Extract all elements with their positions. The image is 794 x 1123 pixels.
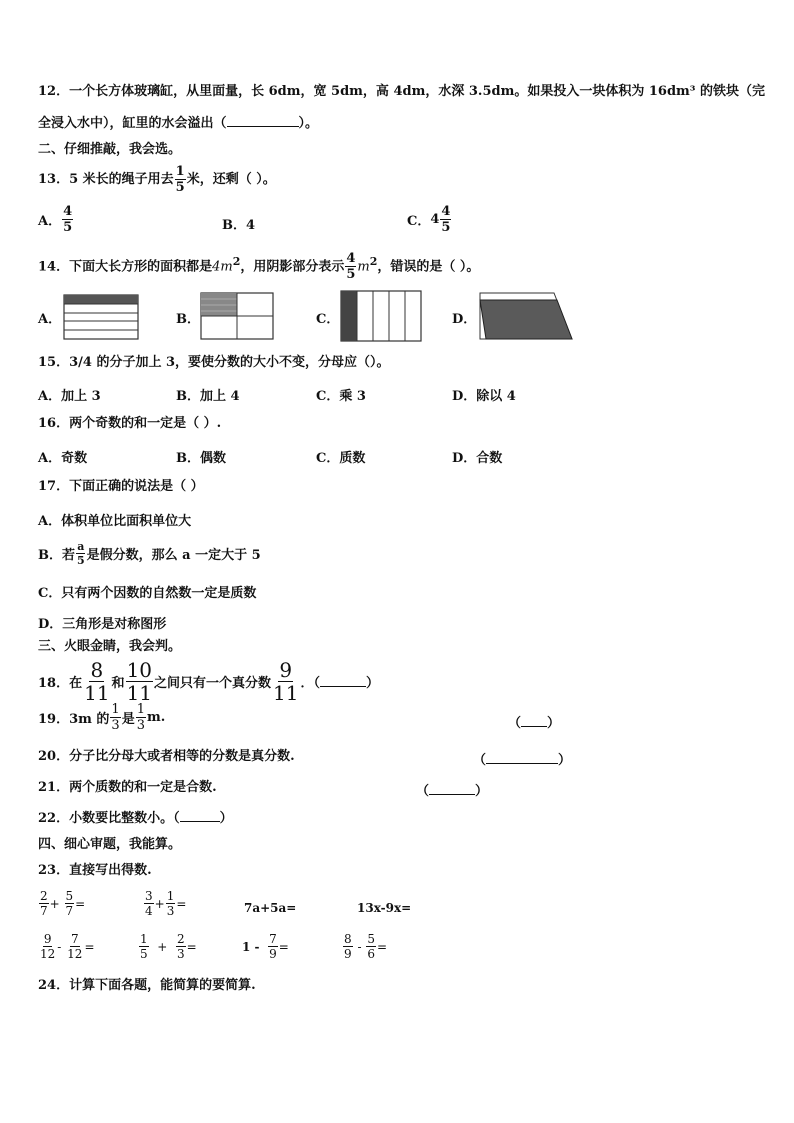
q13-fraction: [175, 165, 186, 194]
q18-fraction-1: [83, 660, 110, 703]
q23-expr-4: 13x-9x=: [357, 901, 412, 915]
q13-option-a-fraction: [62, 205, 73, 234]
q23-e6-op: +: [157, 939, 168, 954]
q23-e5-n2: 7: [70, 932, 79, 946]
q21-answer-blank[interactable]: [429, 784, 475, 795]
q22-stem: [38, 811, 233, 827]
q14-figure-c: [340, 290, 422, 342]
q17-b-den: 5: [77, 554, 85, 567]
q23-expr-1: [38, 890, 85, 917]
q13-option-a[interactable]: [38, 205, 74, 234]
q23-expr-7: [242, 933, 289, 960]
q23-e6-n1: 1: [140, 932, 148, 946]
q19-pre: 19．3m 的: [38, 712, 110, 727]
q23-title: 23．直接写出得数.: [38, 863, 152, 878]
q13-option-a-label: A．: [38, 214, 62, 229]
q22-close: ）: [219, 811, 233, 826]
q19-paren-close: ）: [547, 716, 561, 731]
q20-stem: 20．分子比分母大或者相等的分数是真分数.: [38, 749, 295, 764]
q23-e7-f: [268, 933, 278, 960]
q23-expr-6: [138, 933, 197, 960]
section-2-title: 二、仔细推敲，我会选。: [38, 142, 182, 157]
q12-line1: 12．一个长方体玻璃缸，从里面量，长 6dm，宽 5dm，高 4dm，水深 3.5dm。如果投入一块体积为 16dm³ 的铁块（完: [38, 84, 766, 99]
q19-f1-den: 3: [111, 718, 120, 733]
q23-e6-eq: =: [186, 939, 197, 954]
q23-expr-3: 7a+5a=: [244, 901, 297, 915]
q23-e6-d2: 3: [176, 947, 185, 961]
q18-close: ）: [366, 676, 380, 691]
q23-e1-n2: 5: [65, 889, 74, 903]
q13-frac-num: 1: [175, 164, 185, 179]
q13-option-c-fraction: [440, 205, 451, 234]
q18-mid: 之间只有一个真分数: [154, 676, 272, 691]
q14-option-d[interactable]: D．: [452, 312, 477, 327]
q23-e8-op: -: [357, 939, 362, 954]
q18-f3-den: 11: [273, 681, 299, 705]
q23-e1-f2: [65, 890, 75, 917]
section-3-title: 三、火眼金睛，我会判。: [38, 639, 182, 654]
q13-stem: [38, 165, 276, 194]
q23-e6-d1: 5: [140, 947, 148, 961]
q14-figure-d: [478, 291, 574, 341]
q13-a-num: 4: [63, 204, 73, 219]
q14-option-c[interactable]: C．: [316, 312, 340, 327]
q16-option-d[interactable]: D．合数: [452, 451, 503, 466]
q23-e5-d1: 12: [40, 947, 56, 961]
q24-title: 24．计算下面各题，能简算的要简算.: [38, 978, 256, 993]
q23-e2-f1: [144, 890, 154, 917]
q17-b-num: a: [77, 540, 85, 553]
q17-option-a[interactable]: A．体积单位比面积单位大: [38, 514, 192, 529]
q14-fraction: [345, 252, 356, 281]
q17-b-post: 是假分数，那么 a 一定大于 5: [86, 548, 261, 563]
q23-e6-f2: [176, 933, 186, 960]
q13-c-whole: 4: [430, 212, 440, 227]
q23-e8-n2: 5: [367, 932, 375, 946]
q13-option-c-label: C．: [407, 214, 431, 229]
q20-answer-blank[interactable]: [486, 753, 558, 764]
q20-paren-open: （: [473, 753, 487, 768]
q23-e8-f1: [343, 933, 353, 960]
q23-e5-d2: 12: [67, 947, 83, 961]
q23-e5-n1: 9: [43, 932, 52, 946]
q23-e1-eq: =: [75, 896, 86, 911]
q23-e8-n1: 8: [344, 932, 352, 946]
q23-e2-f2: [166, 890, 176, 917]
q14-unit-2: m: [357, 259, 370, 275]
q18-stem: [38, 660, 379, 703]
q19-paren-open: （: [508, 716, 522, 731]
q14-sup: 2: [232, 255, 241, 268]
q18-fraction-2: [126, 660, 153, 703]
q19-f2-den: 3: [136, 718, 145, 733]
q23-e1-n1: 2: [40, 889, 48, 903]
q19-f2-num: 1: [136, 702, 145, 717]
q14-area: 4: [212, 259, 221, 275]
q12-answer-blank[interactable]: [227, 116, 299, 127]
q20-answer[interactable]: [473, 749, 571, 768]
q21-paren-close: ）: [475, 784, 489, 799]
q23-e5-f1: [39, 933, 56, 960]
q16-option-c[interactable]: C．质数: [316, 451, 366, 466]
q23-e8-f2: [366, 933, 376, 960]
q12-line2-text: 全浸入水中），缸里的水会溢出（: [38, 116, 227, 131]
q23-e5-op: -: [57, 939, 62, 954]
q13-post: 米，还剩（ ）。: [186, 172, 276, 187]
q19-mid: 是: [121, 712, 135, 727]
q12-line2-end: ）。: [298, 116, 319, 131]
q18-f1-num: 8: [90, 658, 104, 682]
q13-option-b[interactable]: B．4: [222, 218, 256, 233]
q17-stem: 17．下面正确的说法是（ ）: [38, 479, 204, 494]
q23-e7-n: 7: [269, 932, 277, 946]
q23-e2-d2: 3: [166, 904, 175, 918]
q14-stem: [38, 246, 479, 283]
q20-paren-close: ）: [558, 753, 572, 768]
q23-e8-d1: 9: [344, 947, 352, 961]
q14-figure-b: [200, 292, 274, 340]
q18-f2-num: 10: [126, 658, 153, 682]
q15-option-c[interactable]: C．乘 3: [316, 389, 366, 404]
q18-post: ．（: [300, 676, 320, 691]
q23-e2-d1: 4: [145, 904, 153, 918]
q23-e8-eq: =: [377, 939, 388, 954]
q14-frac-num: 4: [346, 251, 356, 267]
q12-line2: [38, 116, 318, 132]
q23-e1-d1: 7: [40, 904, 48, 918]
q17-option-d[interactable]: D．三角形是对称图形: [38, 617, 167, 632]
section-4-title: 四、细心审题，我能算。: [38, 837, 182, 852]
q19-stem: [38, 703, 165, 732]
q14-pre: 14．下面大长方形的面积都是: [38, 259, 213, 275]
q18-fraction-3: [272, 660, 299, 703]
q14-unit: m: [220, 259, 233, 275]
q13-c-num: 4: [441, 204, 451, 219]
q15-option-a[interactable]: A．加上 3: [38, 389, 101, 404]
q18-f2-den: 11: [126, 681, 153, 705]
q19-f1-num: 1: [111, 702, 120, 717]
q23-e1-d2: 7: [65, 904, 74, 918]
q21-paren-open: （: [416, 784, 430, 799]
q19-answer-blank[interactable]: [521, 716, 547, 727]
q19-fraction-1: [110, 703, 120, 732]
q15-stem: 15．3/4 的分子加上 3，要使分数的大小不变，分母应（）。: [38, 355, 390, 370]
q23-e7-d: 9: [269, 947, 277, 961]
q13-frac-den: 5: [175, 180, 185, 195]
q18-f1-den: 11: [84, 681, 110, 705]
q23-expr-2: [143, 890, 186, 917]
q19-fraction-2: [136, 703, 146, 732]
q23-e8-d2: 6: [367, 947, 375, 961]
q23-e7-pre: 1 -: [242, 939, 260, 954]
q14-post: ，错误的是（ ）。: [377, 259, 480, 275]
q18-f3-num: 9: [279, 658, 293, 682]
q16-option-b[interactable]: B．偶数: [176, 451, 226, 466]
q22-answer-blank[interactable]: [180, 811, 220, 822]
q16-stem: 16．两个奇数的和一定是（ ）.: [38, 416, 222, 431]
q23-e2-eq: =: [176, 896, 187, 911]
q13-pre: 13．5 米长的绳子用去: [38, 172, 174, 187]
q23-e2-n2: 1: [166, 889, 175, 903]
q19-post: m.: [147, 710, 166, 725]
q16-option-a[interactable]: A．奇数: [38, 451, 88, 466]
q23-e7-eq: =: [278, 939, 289, 954]
q23-expr-5: [38, 933, 95, 960]
q14-mid: ，用阴影部分表示: [240, 259, 345, 275]
q19-answer[interactable]: [508, 712, 560, 731]
q18-pre: 18．在: [38, 676, 83, 691]
q23-e1-op: +: [49, 896, 60, 911]
q23-e2-n1: 3: [145, 889, 153, 903]
q17-option-c[interactable]: C．只有两个因数的自然数一定是质数: [38, 586, 257, 601]
q14-frac-den: 5: [346, 267, 356, 283]
q23-e5-f2: [66, 933, 83, 960]
q14-option-a[interactable]: A．: [38, 312, 62, 327]
q13-option-c[interactable]: [407, 205, 452, 234]
q13-a-den: 5: [63, 220, 73, 235]
q18-and: 和: [111, 676, 125, 691]
q22-text: 22．小数要比整数小。（: [38, 811, 180, 826]
q17-option-b[interactable]: [38, 541, 261, 566]
q15-option-d[interactable]: D．除以 4: [452, 389, 516, 404]
q23-expr-8: [342, 933, 387, 960]
q21-answer[interactable]: [416, 780, 488, 799]
q14-option-b[interactable]: B．: [176, 312, 200, 327]
q23-e2-op: +: [154, 896, 165, 911]
q15-option-b[interactable]: B．加上 4: [176, 389, 240, 404]
q13-c-den: 5: [441, 220, 451, 235]
q14-sup-2: 2: [369, 255, 378, 268]
q14-figure-a: [63, 294, 139, 340]
q21-stem: 21．两个质数的和一定是合数.: [38, 780, 217, 795]
q23-e6-f1: [139, 933, 149, 960]
q23-e6-n2: 2: [176, 932, 185, 946]
q23-e5-eq: =: [84, 939, 95, 954]
q18-answer-blank[interactable]: [320, 676, 366, 687]
q23-e1-f1: [39, 890, 49, 917]
q17-b-fraction: [76, 541, 86, 566]
q17-b-pre: B．若: [38, 548, 75, 563]
